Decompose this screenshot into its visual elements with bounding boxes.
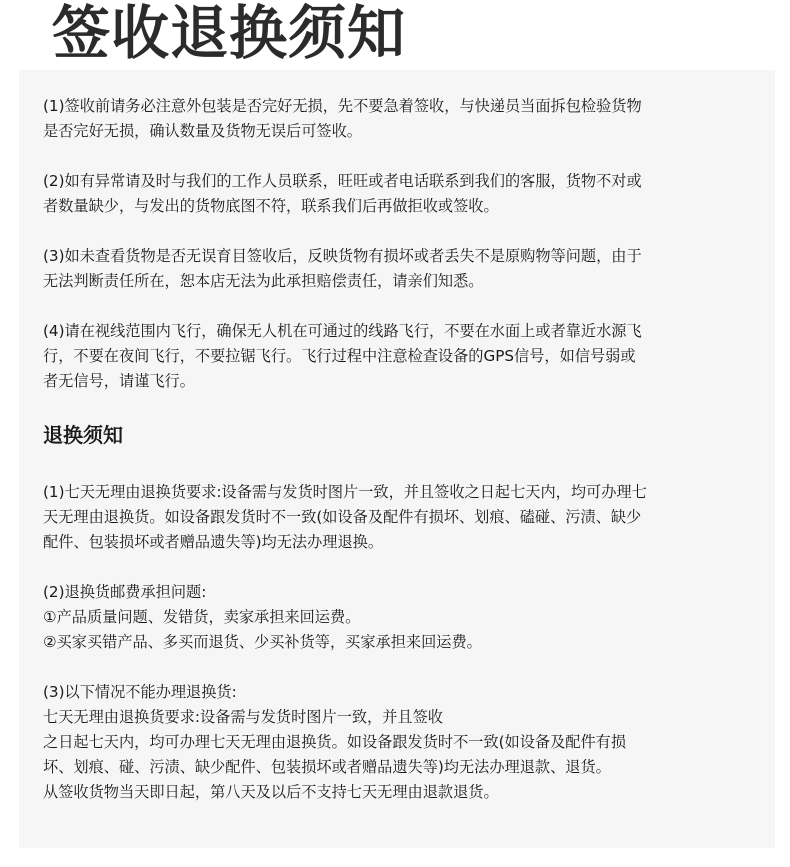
return-note-1 bbox=[43, 480, 765, 555]
text-line: 是否完好无损，确认数量及货物无误后可签收。 bbox=[43, 122, 362, 140]
text-line: ①产品质量问题、发错货，卖家承担来回运费。 bbox=[43, 608, 361, 626]
sign-note-4 bbox=[43, 319, 765, 394]
page-title: 签收退换须知 bbox=[52, 0, 407, 67]
text-line: 配件、包装损坏或者赠品遗失等)均无法办理退换。 bbox=[43, 533, 384, 551]
text-line: (3)如未查看货物是否无误育目签收后，反映货物有损坏或者丢失不是原购物等问题，由于 bbox=[43, 247, 642, 265]
text-line: (4)请在视线范围内飞行，确保无人机在可通过的线路飞行，不要在水面上或者靠近水源飞 bbox=[43, 322, 642, 340]
text-line: 行，不要在夜间飞行，不要拉锯飞行。飞行过程中注意检查设备的GPS信号，如信号弱或 bbox=[43, 347, 636, 365]
text-line: 天无理由退换货。如设备跟发货时不一致(如设备及配件有损坏、划痕、磕碰、污渍、缺少 bbox=[43, 508, 642, 526]
text-line: 者无信号，请谨飞行。 bbox=[43, 372, 195, 390]
text-line: ②买家买错产品、多买而退货、少买补货等，买家承担来回运费。 bbox=[43, 633, 482, 651]
text-line: (1)签收前请务必注意外包装是否完好无损，先不要急着签收，与快递员当面拆包检验货物 bbox=[43, 97, 642, 115]
return-note-3 bbox=[43, 680, 765, 805]
notice-panel bbox=[19, 70, 775, 848]
sign-note-3 bbox=[43, 244, 765, 294]
text-line: 从签收货物当天即日起，第八天及以后不支持七天无理由退款退货。 bbox=[43, 783, 499, 801]
text-line: 者数量缺少，与发出的货物底图不符，联系我们后再做拒收或签收。 bbox=[43, 197, 499, 215]
text-line: 七天无理由退换货要求:设备需与发货时图片一致，并且签收 bbox=[43, 708, 443, 726]
text-line: 坏、划痕、碰、污渍、缺少配件、包装损坏或者赠品遗失等)均无法办理退款、退货。 bbox=[43, 758, 611, 776]
text-line: 无法判断责任所在，恕本店无法为此承担赔偿责任，请亲们知悉。 bbox=[43, 272, 484, 290]
text-line: (2)如有异常请及时与我们的工作人员联系，旺旺或者电话联系到我们的客服，货物不对或 bbox=[43, 172, 642, 190]
return-note-2 bbox=[43, 580, 765, 655]
sign-note-2 bbox=[43, 169, 765, 219]
sign-note-1 bbox=[43, 94, 765, 144]
text-line: 之日起七天内，均可办理七天无理由退换货。如设备跟发货时不一致(如设备及配件有损 bbox=[43, 733, 627, 751]
return-section-title: 退换须知 bbox=[43, 423, 123, 447]
text-line: (3)以下情况不能办理退换货: bbox=[43, 683, 237, 701]
text-line: (1)七天无理由退换货要求:设备需与发货时图片一致，并且签收之日起七天内，均可办理七 bbox=[43, 483, 647, 501]
text-line: (2)退换货邮费承担问题: bbox=[43, 583, 207, 601]
